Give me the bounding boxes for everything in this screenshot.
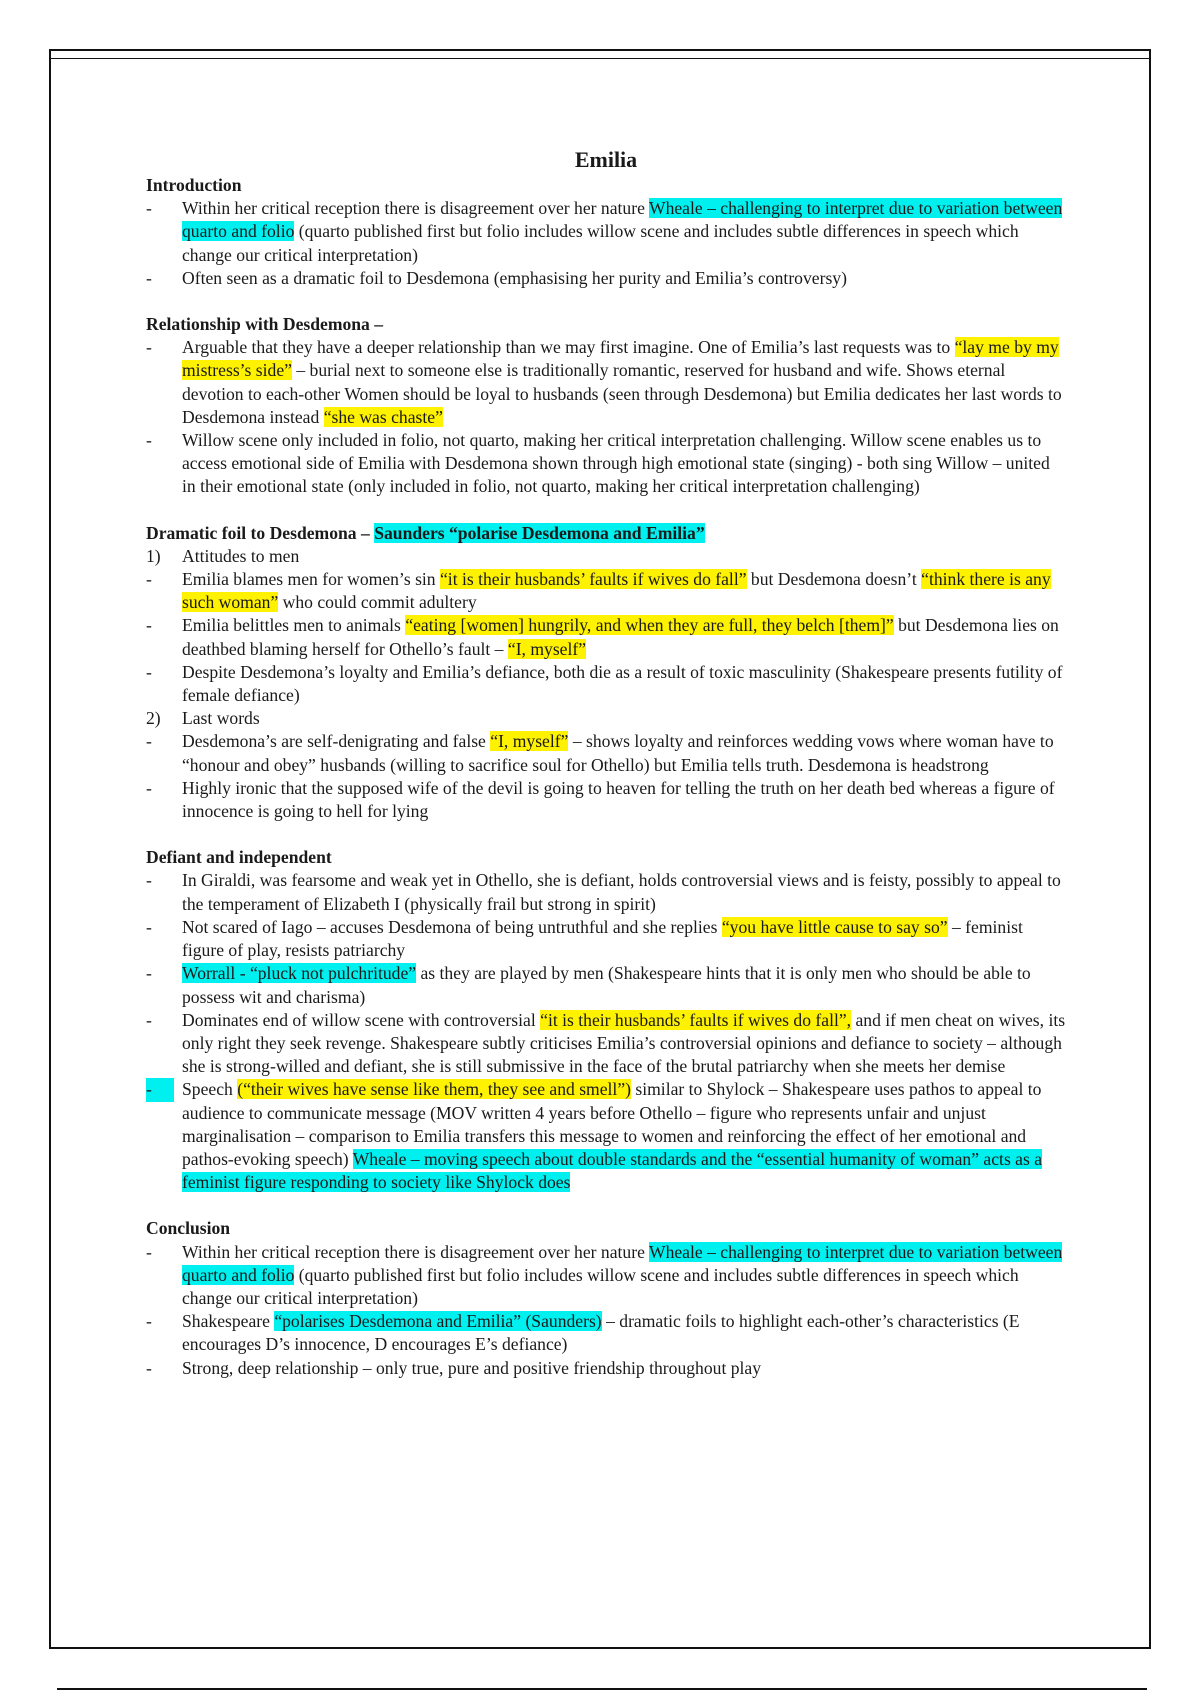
highlighted-text: “lay me by my mistress’s side”	[182, 337, 1059, 381]
body-text: but Desdemona doesn’t	[746, 569, 922, 590]
section-heading-text: Introduction	[146, 175, 242, 195]
bullet-marker: -	[146, 615, 152, 636]
bullet-marker: -	[146, 963, 152, 984]
body-text: Shakespeare	[182, 1311, 275, 1332]
bullet-marker: -	[146, 569, 152, 590]
section	[146, 522, 1066, 824]
bullet-marker: -	[146, 1241, 152, 1262]
list-item	[146, 197, 1066, 267]
highlighted-text: Wheale – challenging to interpret due to variation between quarto and folio	[182, 198, 1063, 242]
section	[146, 174, 1066, 290]
bullet-marker: -	[146, 1311, 152, 1332]
bullet-marker: 2)	[146, 708, 161, 729]
body-text: Highly ironic that the supposed wife of the devil is going to heaven for telling the truth on her death bed whereas a figure of innocence is going to hell for lying	[182, 777, 1055, 822]
list-item	[146, 1078, 1066, 1194]
bullet-marker: -	[146, 916, 152, 937]
list-item	[146, 962, 1066, 1008]
body-text: similar to Shylock – Shakespeare uses pathos to appeal to audience to communicate message (MOV written 4 years before Othello – figure who represents unfair and unjust marginalisation – comparison to Emilia transfers this message to women and reinforcing the effect of her emotional and pathos-evoking speech)	[182, 1079, 1042, 1169]
list-item	[146, 568, 1066, 614]
highlighted-text: Wheale – challenging to interpret due to variation between quarto and folio	[182, 1241, 1063, 1285]
bullet-list	[146, 197, 1066, 290]
bullet-marker: -	[146, 1009, 152, 1030]
highlighted-text: Wheale – moving speech about double standards and the “essential humanity of woman” acts as a feminist figure responding to society like Shylock does	[182, 1148, 1043, 1193]
list-item	[146, 1009, 1066, 1079]
body-text: (quarto published first but folio includes willow scene and includes subtle differences in speech which change our critical interpretation)	[182, 221, 1019, 265]
highlighted-text: “polarises Desdemona and Emilia” (Saunders)	[274, 1311, 602, 1332]
list-item	[146, 916, 1066, 962]
section-heading-text: Conclusion	[146, 1218, 231, 1239]
body-text: but Desdemona lies on deathbed blaming herself for Othello’s fault –	[182, 615, 1059, 659]
highlighted-text: “think there is any such woman”	[182, 569, 1051, 613]
body-text: Arguable that they have a deeper relationship than we may first imagine. One of Emilia’s last requests was to	[182, 337, 955, 358]
sections-container	[146, 174, 1066, 1380]
list-item	[146, 707, 1066, 730]
list-item	[146, 1357, 1066, 1380]
list-item	[146, 429, 1066, 499]
bullet-list	[146, 336, 1066, 498]
highlighted-text: “eating [women] hungrily, and when they are full, they belch [them]”	[405, 615, 894, 636]
section-heading	[146, 313, 1066, 336]
bullet-marker: -	[146, 870, 152, 891]
bullet-marker: -	[146, 661, 152, 682]
section	[146, 313, 1066, 499]
section-heading	[146, 174, 1066, 197]
list-item	[146, 267, 1066, 290]
bullet-list	[146, 869, 1066, 1194]
body-text: Emilia blames men for women’s sin	[182, 569, 440, 590]
body-text: Emilia belittles men to animals	[182, 615, 406, 636]
bullet-marker: -	[146, 267, 152, 288]
section-heading	[146, 522, 1066, 545]
body-text: – feminist figure of play, resists patriarchy	[182, 916, 1023, 961]
bullet-list	[146, 545, 1066, 823]
bullet-list	[146, 1241, 1066, 1380]
body-text: – burial next to someone else is traditionally romantic, reserved for husband and wife. Shows eternal devotion to each-other Women should be loyal to husbands (seen through Desdemona) but Emilia dedicates her last words to Desdemona instead	[182, 360, 1062, 427]
body-text: Often seen as a dramatic foil to Desdemona (emphasising her purity and Emilia’s controversy)	[182, 267, 847, 288]
bullet-marker: -	[146, 731, 152, 752]
bullet-marker: -	[146, 430, 152, 451]
highlighted-text: “it is their husbands’ faults if wives do fall”	[440, 569, 747, 590]
bullet-marker: -	[146, 777, 152, 798]
highlighted-text: “it is their husbands’ faults if wives do fall”,	[540, 1009, 852, 1030]
bullet-marker: 1)	[146, 545, 161, 566]
highlighted-quote: Saunders “polarise Desdemona and Emilia”	[374, 522, 705, 543]
section-heading	[146, 1217, 1066, 1240]
body-text: Last words	[182, 708, 260, 729]
section	[146, 846, 1066, 1194]
section-heading-text: Defiant and independent	[146, 847, 332, 868]
body-text: who could commit adultery	[278, 592, 477, 613]
section-heading	[146, 846, 1066, 869]
body-text: Willow scene only included in folio, not quarto, making her critical interpretation challenging. Willow scene enables us to access emotional side of Emilia with Desdemona shown through high emotional state (singing) - both sing Willow – united in their emotional state (only included in folio, not quarto, making her critical interpretation challenging)	[182, 430, 1050, 497]
list-item	[146, 614, 1066, 660]
body-text: Not scared of Iago – accuses Desdemona of being untruthful and she replies	[182, 916, 722, 937]
body-text: – dramatic foils to highlight each-other’s characteristics (E encourages D’s innocence, D encourages E’s defiance)	[182, 1311, 1020, 1355]
section-heading-text: Dramatic foil to Desdemona –	[146, 522, 370, 543]
body-text: and if men cheat on wives, its only right they seek revenge. Shakespeare subtly criticises Emilia’s controversial opinions and defiance to society – although she is strong-willed and defiant, she is still submissive in the face of the brutal patriarchy when she meets her demise	[182, 1009, 1066, 1077]
body-text: Attitudes to men	[182, 545, 300, 566]
list-item	[146, 1310, 1066, 1356]
body-text: In Giraldi, was fearsome and weak yet in Othello, she is defiant, holds controversial views and is feisty, possibly to appeal to the temperament of Elizabeth I (physically frail but strong in spirit)	[182, 870, 1061, 914]
highlighted-text: “she was chaste”	[323, 406, 443, 427]
list-item	[146, 336, 1066, 429]
list-item	[146, 545, 1066, 568]
body-text: Strong, deep relationship – only true, pure and positive friendship throughout play	[182, 1357, 762, 1378]
body-text: Dominates end of willow scene with controversial	[182, 1009, 541, 1030]
section-heading-text: Relationship with Desdemona –	[146, 314, 384, 335]
list-item	[146, 1241, 1066, 1311]
body-text: Despite Desdemona’s loyalty and Emilia’s defiance, both die as a result of toxic masculinity (Shakespeare presents futility of female defiance)	[182, 661, 1063, 706]
body-text: Desdemona’s are self-denigrating and false	[182, 731, 491, 752]
bullet-marker: -	[146, 1357, 152, 1378]
list-item	[146, 730, 1066, 776]
body-text: Within her critical reception there is disagreement over her nature	[182, 1241, 649, 1262]
highlighted-text: “I, myself”	[490, 731, 569, 752]
list-item	[146, 661, 1066, 707]
bottom-rule	[57, 1688, 1147, 1690]
bullet-marker: -	[146, 198, 152, 219]
body-text: as they are played by men (Shakespeare hints that it is only men who should be able to possess wit and charisma)	[182, 963, 1031, 1007]
list-item	[146, 777, 1066, 823]
document-title: Emilia	[574, 147, 638, 172]
highlighted-text: “you have little cause to say so”	[721, 916, 948, 937]
list-item	[146, 869, 1066, 915]
body-text: (quarto published first but folio includes willow scene and includes subtle differences in speech which change our critical interpretation)	[182, 1264, 1019, 1308]
body-text: – shows loyalty and reinforces wedding vows where woman have to “honour and obey” husbands (willing to sacrifice soul for Othello) but Emilia tells truth. Desdemona is headstrong	[182, 731, 1054, 775]
body-text: Within her critical reception there is disagreement over her nature	[182, 198, 649, 219]
body-text: Speech	[182, 1079, 238, 1100]
document-body	[146, 146, 1066, 1403]
section	[146, 1217, 1066, 1379]
highlighted-text: Worrall - “pluck not pulchritude”	[182, 963, 417, 984]
bullet-marker: -	[146, 337, 152, 358]
highlighted-text: “I, myself”	[507, 638, 587, 659]
bullet-marker: -	[146, 1078, 174, 1101]
page-border-inner-rule	[49, 58, 1151, 59]
highlighted-text: (“their wives have sense like them, they see and smell”)	[237, 1079, 631, 1100]
